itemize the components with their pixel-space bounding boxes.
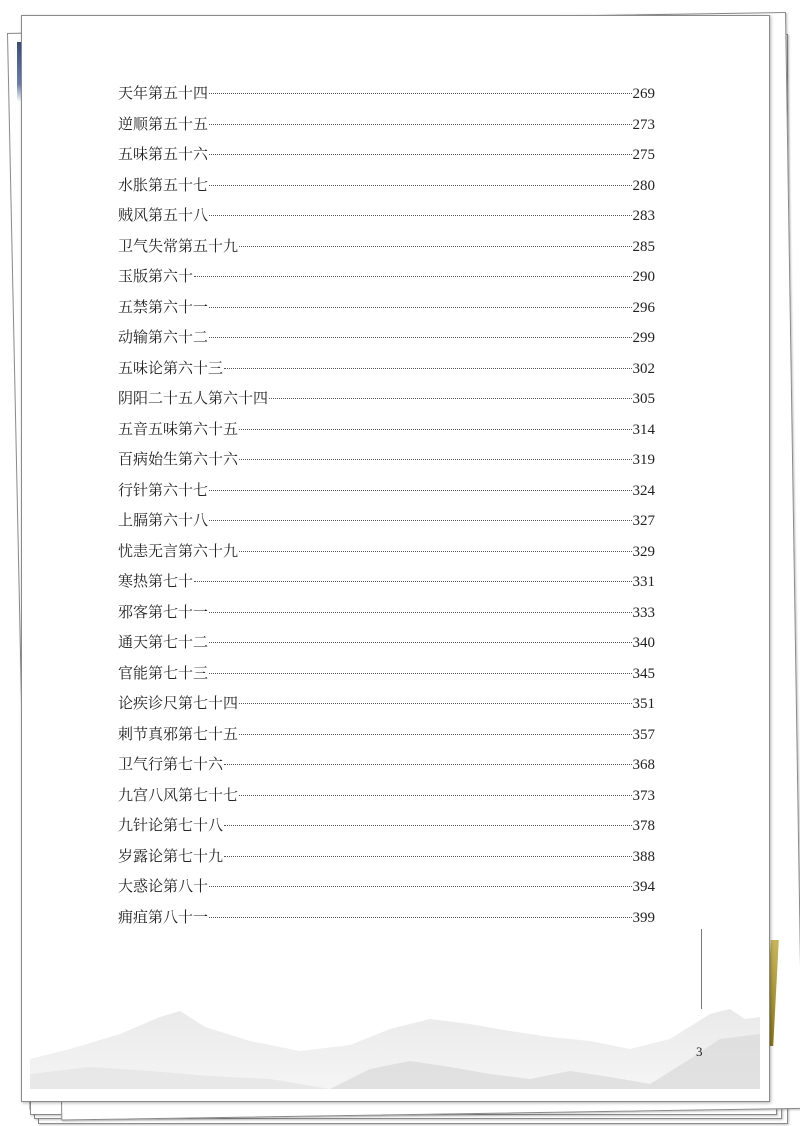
toc-entry-title: 五味论第六十三 bbox=[118, 358, 224, 377]
toc-entry-page: 314 bbox=[632, 421, 655, 438]
dot-leader bbox=[209, 917, 631, 918]
toc-entry-title: 五禁第六十一 bbox=[118, 297, 209, 316]
toc-entry-title: 寒热第七十 bbox=[118, 572, 194, 590]
toc-entry-title: 玉版第六十 bbox=[118, 267, 194, 285]
dot-leader bbox=[194, 581, 631, 582]
toc-entry-title: 刺节真邪第七十五 bbox=[118, 724, 239, 743]
toc-entry[interactable] bbox=[118, 231, 655, 262]
toc-entry[interactable] bbox=[118, 200, 655, 231]
toc-entry[interactable] bbox=[118, 170, 655, 201]
toc-entry-title: 官能第七十三 bbox=[118, 663, 209, 682]
toc-entry[interactable] bbox=[118, 902, 655, 933]
toc-entry-page: 296 bbox=[632, 299, 655, 316]
toc-entry-page: 290 bbox=[632, 269, 655, 285]
toc-entry[interactable] bbox=[118, 322, 655, 353]
toc-entry-page: 329 bbox=[632, 543, 655, 560]
toc-entry-title: 贼风第五十八 bbox=[118, 206, 209, 224]
dot-leader bbox=[239, 551, 631, 552]
toc-entry-title: 九宫八风第七十七 bbox=[118, 785, 239, 804]
toc-entry-title: 岁露论第七十九 bbox=[118, 846, 224, 865]
dot-leader bbox=[209, 612, 631, 613]
toc-entry-title: 阴阳二十五人第六十四 bbox=[118, 389, 269, 407]
toc-entry[interactable] bbox=[118, 658, 655, 689]
toc-entry-title: 卫气行第七十六 bbox=[118, 755, 224, 773]
toc-entry-page: 280 bbox=[632, 177, 655, 194]
toc-entry-page: 345 bbox=[632, 665, 655, 682]
toc-entry-page: 388 bbox=[632, 848, 655, 865]
vertical-divider bbox=[701, 929, 702, 1009]
toc-entry-title: 大惑论第八十 bbox=[118, 877, 209, 895]
toc-entry-page: 319 bbox=[632, 452, 655, 468]
toc-entry-title: 论疾诊尺第七十四 bbox=[118, 694, 239, 712]
toc-entry-title: 邪客第七十一 bbox=[118, 602, 209, 621]
dot-leader bbox=[239, 703, 631, 704]
dot-leader bbox=[269, 398, 631, 399]
toc-entry[interactable] bbox=[118, 139, 655, 170]
dot-leader bbox=[224, 368, 631, 369]
toc-entry-page: 273 bbox=[632, 116, 655, 133]
dot-leader bbox=[239, 734, 631, 735]
toc-entry[interactable] bbox=[118, 536, 655, 567]
toc-entry-title: 九针论第七十八 bbox=[118, 816, 224, 834]
toc-entry[interactable] bbox=[118, 749, 655, 780]
toc-entry[interactable] bbox=[118, 810, 655, 841]
toc-entry-page: 378 bbox=[632, 818, 655, 834]
toc-entry-title: 上膈第六十八 bbox=[118, 511, 209, 529]
dot-leader bbox=[209, 337, 631, 338]
toc-entry-page: 324 bbox=[632, 482, 655, 499]
toc-entry-page: 331 bbox=[632, 574, 655, 590]
dot-leader bbox=[209, 520, 631, 521]
toc-entry[interactable] bbox=[118, 719, 655, 750]
dot-leader bbox=[239, 246, 631, 247]
toc-entry-page: 351 bbox=[632, 696, 655, 712]
toc-entry-page: 399 bbox=[632, 909, 655, 926]
toc-entry-title: 百病始生第六十六 bbox=[118, 450, 239, 468]
toc-entry[interactable] bbox=[118, 383, 655, 414]
toc-entry[interactable] bbox=[118, 780, 655, 811]
toc-entry[interactable] bbox=[118, 627, 655, 658]
toc-entry[interactable] bbox=[118, 414, 655, 445]
page-number: 3 bbox=[696, 1044, 703, 1059]
toc-entry[interactable] bbox=[118, 109, 655, 140]
dot-leader bbox=[209, 124, 631, 125]
toc-entry-page: 394 bbox=[632, 879, 655, 895]
toc-entry-page: 368 bbox=[632, 757, 655, 773]
dot-leader bbox=[239, 795, 631, 796]
toc-entry[interactable] bbox=[118, 353, 655, 384]
toc-entry-page: 299 bbox=[632, 330, 655, 346]
toc-entry[interactable] bbox=[118, 566, 655, 597]
toc-entry-title: 天年第五十四 bbox=[118, 84, 209, 102]
toc-entry-title: 卫气失常第五十九 bbox=[118, 236, 239, 255]
toc-entry[interactable] bbox=[118, 688, 655, 719]
toc-entry-page: 305 bbox=[632, 391, 655, 407]
dot-leader bbox=[224, 856, 631, 857]
dot-leader bbox=[209, 490, 631, 491]
toc-entry[interactable] bbox=[118, 597, 655, 628]
dot-leader bbox=[209, 307, 631, 308]
table-of-contents bbox=[118, 78, 655, 932]
toc-entry[interactable] bbox=[118, 871, 655, 902]
toc-entry-page: 283 bbox=[632, 208, 655, 224]
toc-entry[interactable] bbox=[118, 475, 655, 506]
toc-entry-title: 水胀第五十七 bbox=[118, 175, 209, 194]
toc-entry-page: 302 bbox=[632, 360, 655, 377]
toc-entry-page: 269 bbox=[632, 86, 655, 102]
toc-entry[interactable] bbox=[118, 292, 655, 323]
toc-entry-page: 327 bbox=[632, 513, 655, 529]
dot-leader bbox=[209, 886, 631, 887]
dot-leader bbox=[209, 93, 631, 94]
dot-leader bbox=[209, 642, 631, 643]
toc-entry-page: 275 bbox=[632, 147, 655, 163]
dot-leader bbox=[209, 154, 631, 155]
toc-entry-page: 340 bbox=[632, 635, 655, 651]
toc-entry-title: 五味第五十六 bbox=[118, 145, 209, 163]
toc-entry-title: 行针第六十七 bbox=[118, 480, 209, 499]
dot-leader bbox=[209, 185, 631, 186]
toc-entry-page: 373 bbox=[632, 787, 655, 804]
toc-entry-title: 逆顺第五十五 bbox=[118, 114, 209, 133]
dot-leader bbox=[224, 764, 631, 765]
toc-entry-page: 285 bbox=[632, 238, 655, 255]
toc-entry[interactable] bbox=[118, 78, 655, 109]
toc-entry-title: 通天第七十二 bbox=[118, 633, 209, 651]
dot-leader bbox=[239, 459, 631, 460]
toc-entry-page: 333 bbox=[632, 604, 655, 621]
toc-entry-title: 五音五味第六十五 bbox=[118, 419, 239, 438]
front-page bbox=[21, 15, 770, 1102]
toc-entry-title: 动输第六十二 bbox=[118, 328, 209, 346]
ink-mountain-landscape bbox=[30, 979, 760, 1089]
toc-entry-page: 357 bbox=[632, 726, 655, 743]
toc-entry[interactable] bbox=[118, 261, 655, 292]
dot-leader bbox=[194, 276, 631, 277]
toc-entry[interactable] bbox=[118, 841, 655, 872]
dot-leader bbox=[209, 215, 631, 216]
toc-entry[interactable] bbox=[118, 505, 655, 536]
dot-leader bbox=[239, 429, 631, 430]
toc-entry-title: 忧恚无言第六十九 bbox=[118, 541, 239, 560]
toc-entry-title: 痈疽第八十一 bbox=[118, 907, 209, 926]
toc-entry[interactable] bbox=[118, 444, 655, 475]
dot-leader bbox=[224, 825, 631, 826]
dot-leader bbox=[209, 673, 631, 674]
